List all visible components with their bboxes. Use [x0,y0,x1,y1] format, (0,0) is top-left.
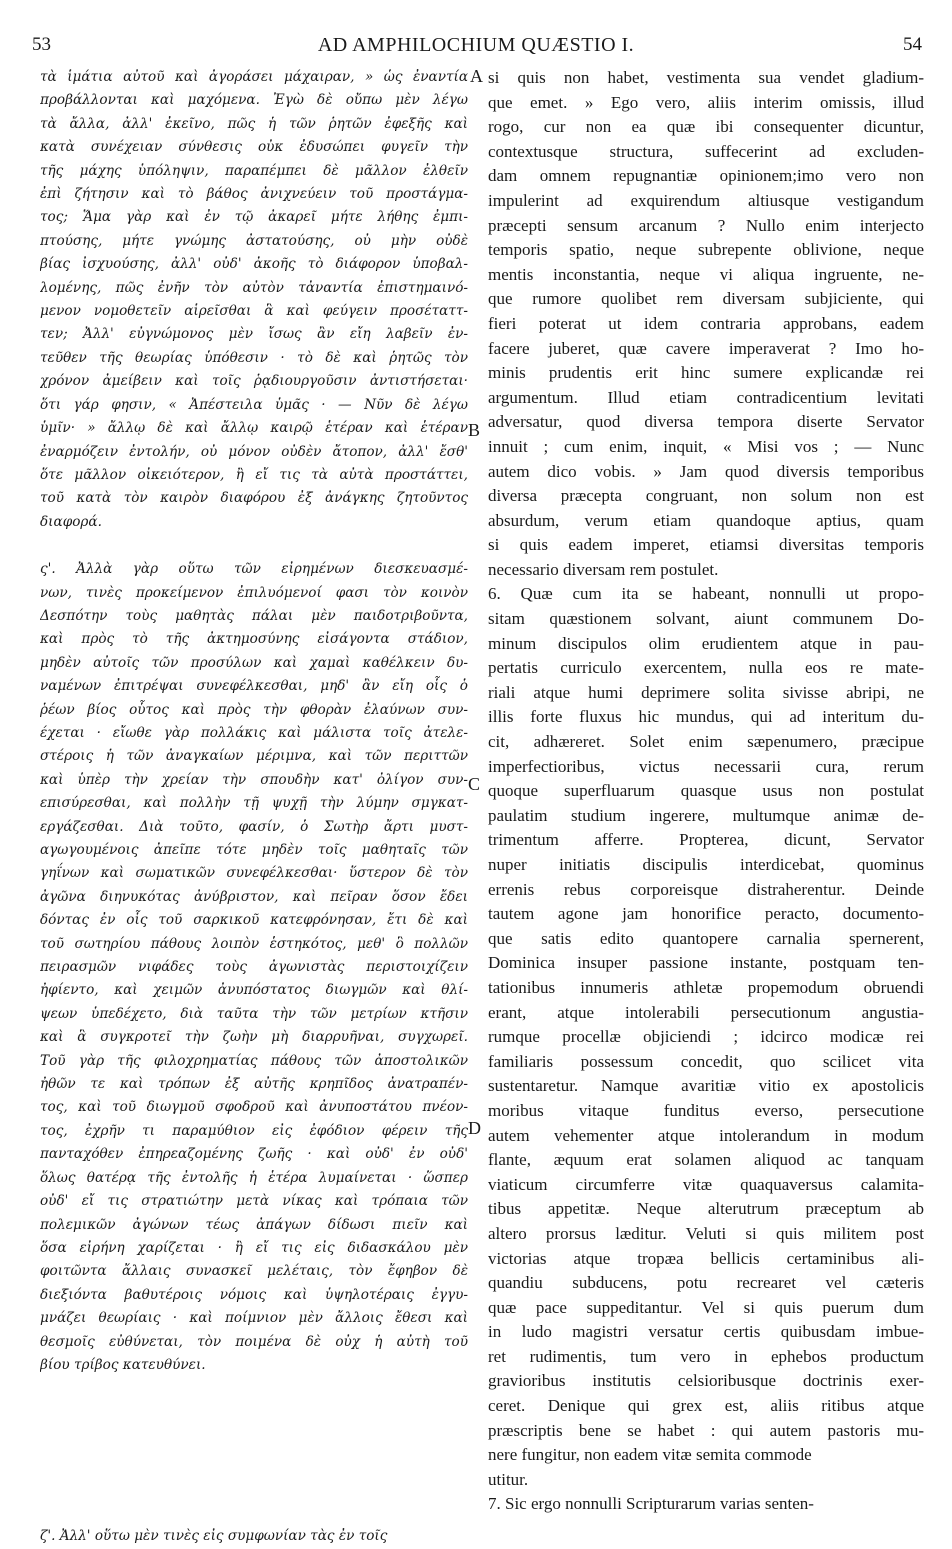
greek-text-line: ὅτι γάρ φησιν, « Ἀπέστειλα ὑμᾶς · — Νῦν δὲ λέγω [40,396,468,413]
greek-text-line: πτούσης, μήτε γνώμης ἀστατούσης, οὐ μὴν οὐδὲ [40,232,468,249]
latin-text-line: rogo, cur non ea quæ ibi consequenter dicuntur, [488,117,924,137]
greek-text-line: πειρασμῶν νιφάδες τοὺς ἀγωνιστὰς περιστοιχίζειν [40,959,468,976]
latin-text-line: si quis eadem imperet, etiamsi diversitas temporis [488,535,924,555]
greek-text-line: γηΐνων καὶ σωματικῶν συνεφέλκεσθαι· ὕστερον δὲ τὸν [40,865,468,882]
greek-text-line: ψεων ὑπεδέχετο, διὰ ταῦτα τὴν τῶν μετρίων κτῆσιν [40,1005,468,1022]
latin-text-line: necessario diversam rem postulet. [488,559,719,579]
latin-text-line: rumque procellæ objiciendi ; idcirco modicæ rei [488,1027,924,1047]
greek-text-line: ἐπὶ ζήτησιν καὶ τὸ βάθος ἀνιχνεύειν τοῦ προστάγμα- [40,186,468,203]
greek-text-line: διαφορά. [40,513,102,530]
latin-text-line: quandiu subducens, potu recrearet vel cæteris [488,1273,924,1293]
greek-text-line: καὶ πρὸς τὸ τῆς ἀκτημοσύνης εἰσάγοντα στάδιον, [40,631,468,648]
margin-letter-a: A [470,66,483,86]
latin-text-line: 6. Quæ cum ita se habeant, nonnulli ut propo- [488,584,924,604]
latin-text-line: adversatur, quod diversa tempora diserte Servator [488,412,924,432]
greek-text-line: θεσμοῖς εὐθύνεται, τὸν ποιμένα δὲ οὐχ ἡ αὐτὴ τοῦ [40,1333,468,1350]
latin-text-line: trimentum afferre. Propterea, dicunt, Servator [488,830,924,850]
greek-paragraph-1 [40,66,468,534]
greek-text-line: Τοῦ γὰρ τῆς φιλοχρηματίας πάθους τῶν ἀποστολικῶν [40,1052,468,1069]
greek-text-line: μνάζει θεωρίαις · καὶ ποίμνιον μὲν ἄλλοις ἔθεσι καὶ [40,1310,468,1327]
greek-text-line: ὅλως θατέρᾳ τῆς ἐντολῆς ἡ ἑτέρα λυμαίνεται · ὥσπερ [40,1169,468,1186]
greek-text-line: ς'. Ἀλλὰ γὰρ οὕτω τῶν εἰρημένων διεσκευασμέ- [40,561,468,578]
latin-text-line: si quis non habet, vestimenta sua vendet gladium- [488,68,924,87]
greek-text-line: στέροις ἡ τῶν ἀναγκαίων μέριμνα, καὶ τῶν περιττῶν [40,748,468,765]
greek-text-line: τος; Ἅμα γὰρ καὶ ἐν τῷ ἀκαρεῖ μήτε λήθης ἐμπι- [40,209,468,226]
latin-text-line: ceret. Denique qui grex est, aliis ritibus atque [488,1396,924,1416]
greek-text-line: αγωγουμένοις ἀπεῖπε τότε μηδὲν τοῖς μαθηταῖς τῶν [40,842,468,858]
latin-text-column [488,66,924,1517]
latin-text-line: 7. Sic ergo nonnulli Scripturarum varias senten- [488,1494,814,1514]
paragraph-gap [40,1377,468,1525]
latin-text-line: argumentum. Illud etiam contradicentium levitati [488,387,924,407]
latin-text-line: contextusque structura, suffecerint ad excluden- [488,141,924,161]
greek-text-line: ἠθῶν τε καὶ τρόπων ἐξ αὐτῆς κρηπῖδος ἀνατραπέν- [40,1076,468,1093]
latin-text-line: impulerint ad exquirendum altiusque vestigandum [488,190,924,210]
running-title: AD AMPHILOCHIUM QUÆSTIO I. [317,34,635,56]
greek-paragraph-6 [40,558,468,1377]
greek-text-line: τοῦ σωτηρίου πάθους λοιπὸν ἑστηκότος, μεθ' ὃ πολλῶν [40,935,468,952]
page-number-left: 53 [32,34,51,55]
latin-text-line: utitur. [488,1469,529,1489]
latin-text-line: dam omnem repugnantiæ opinionem;imo vero non [488,166,924,186]
greek-text-line: δόντας ἐν οἷς τοῦ σαρκικοῦ κατεφρόνησαν, ἔτι δὲ καὶ [40,912,468,929]
greek-text-line: καὶ ἃ συγκροτεῖ τὴν ζωὴν μὴ διαρρυῆναι, συγχωρεῖ. [40,1029,468,1046]
greek-text-line: ὅσα εἰρήνη χαρίζεται · ἢ εἴ τις εἰς διδασκάλου μὲν [40,1239,468,1256]
greek-text-line: ὅτε μᾶλλον οἰκειότερον, ἢ εἴ τις τὰ αὐτὰ προστάττει, [40,466,468,483]
greek-text-line: ὑμῖν· » ἄλλῳ δὲ καὶ ἄλλῳ καιρῷ ἑτέραν καὶ ἑτέραν [40,420,468,437]
greek-text-line: τεν; Ἀλλ' εὐγνώμονος μὲν ἴσως ἂν εἴη λαβεῖν ἐν- [40,326,468,343]
latin-text-line: que rumore quolibet rem diversam subjiciente, qui [488,289,924,309]
greek-text-line: τὰ ἄλλα, ἀλλ' ἐκεῖνο, πῶς ἡ τῶν ῥητῶν ἐφεξῆς καὶ [40,115,468,132]
latin-text-line: sustentaretur. Namque avaritiæ vitio ex apostolicis [488,1076,924,1096]
latin-text-line: quæ pace suppeditantur. Vel si quis puerum dum [488,1297,924,1317]
greek-text-line: ζ'. Ἀλλ' οὕτω μὲν τινὲς εἰς συμφωνίαν τὰς ἐν τοῖς [40,1528,388,1545]
latin-text-line: altero prorsus læditur. Veluti si quis militem post [488,1223,924,1243]
latin-text-line: temporis spatio, neque subrepente oblivione, neque [488,240,924,260]
latin-text-line: nere fungitur, non eadem vitæ semita commode [488,1445,812,1465]
latin-text-line: absurdum, verum etiam quandoque aptius, quam [488,510,924,530]
greek-text-line: τῆς μάχης ὑπόληψιν, παραπέμπει δὲ μᾶλλον ἐλθεῖν [40,162,468,179]
greek-text-line: πολεμικῶν ἀγώνων τέως ἀπάγων δίδωσι πιεῖν καὶ [40,1216,468,1233]
latin-text-line: tibus appetitæ. Neque alterutrum præceptum ab [488,1199,924,1219]
greek-text-line: διεξιόντα βαθυτέροις νόμοις καὶ ὑψηλοτέραις ἐγγυ- [40,1286,468,1303]
latin-text-line: tationibus innumeris athletæ propemodum obruendi [488,977,924,997]
greek-text-line: καὶ ὑπὲρ τὴν χρείαν τὴν σπουδὴν κατ' ὀλίγον συν- [40,771,468,788]
greek-text-line: οὐδ' εἴ τις στρατιώτην μετὰ νίκας καὶ τρόπαια τῶν [40,1193,468,1210]
latin-text-line: præcepti sensum arcanum ? Nullo enim interjecto [488,215,924,235]
latin-text-line: minum discipulos olim erudientem atque in pau- [488,633,924,653]
margin-letter-c: C [468,774,481,794]
greek-text-line: τος, καὶ τοῦ διωγμοῦ σφοδροῦ καὶ ἀνυποστάτου πνέον- [40,1099,468,1116]
greek-text-line: ῥέων βίος οὗτος καὶ πρὸς τὴν φθορὰν ἐλαύνων συν- [40,701,468,718]
latin-text-line: flante, æquum erat solamen aliquod ac tanquam [488,1150,924,1170]
margin-letter-b: B [468,420,481,440]
greek-text-line: προβάλλονται καὶ μαχόμενα. Ἐγὼ δὲ οὔπω μὲν λέγω [40,92,468,109]
greek-text-line: τοῦ κατὰ τὸν καιρὸν διαφόρου ἐξ ἀνάγκης ζητοῦντος [40,490,468,507]
greek-text-line: ἐναρμόζειν ἐντολήν, οὐ μόνον οὐδὲν ἄτοπον, ἀλλ' ἔσθ' [40,443,468,460]
latin-text-line: in ludo magistri versatur certis quibusdam imbue- [488,1322,924,1342]
latin-text-line: moribus vitaque funditus everso, persecutione [488,1100,924,1120]
greek-text-line: χρόνον ἀμείβειν καὶ τοῖς ῥᾳδιουργοῦσιν ἀντιστήσεται· [40,373,468,390]
latin-text-line: autem dico vobis. » Jam quod diversis temporibus [488,461,924,481]
greek-text-line: μενον νομοθετεῖν αἱρεῖσθαι ἃ καὶ φεύγειν προσέταττ- [40,303,468,320]
greek-text-line: Δεσπότην τοὺς μαθητὰς πάλαι μὲν παιδοτριβοῦντα, [40,607,468,624]
greek-text-line: πανταχόθεν ἐπηρεαζομένης ζωῆς · καὶ οὐδ' ἐν οὐδ' [40,1146,468,1163]
latin-text-line: Dominica insuper passione instante, postquam ten- [488,953,924,973]
latin-text-line: riali atque humi deprimere solita sivisse abripi, ne [488,682,924,702]
latin-text-line: que satis edito quantopere carnalia spernerent, [488,928,924,948]
latin-text-line: autem vehementer atque intolerandum in modum [488,1125,924,1145]
greek-paragraph-7 [40,1525,468,1548]
latin-text-line: erant, atque intolerabili persecutionum angustia- [488,1002,924,1022]
latin-text-line: victorias atque tropæa bellicis certaminibus ali- [488,1248,924,1268]
latin-text-line: præscriptis bene se habet : qui autem pastoris mu- [488,1420,924,1440]
greek-text-line: βίου τρίβος κατευθύνει. [40,1356,206,1373]
greek-text-line: μηδὲν αὐτοῖς τῶν προσύλων καὶ χαμαὶ καθέλκειν δυ- [40,654,468,671]
greek-text-line: έχεται · εἴωθε γὰρ πολλάκις καὶ μάλιστα τοῖς ἀτελε- [40,724,468,741]
latin-text-line: viaticum circumferre vitæ quaquaversus calamita- [488,1174,924,1194]
page-number-right: 54 [903,34,922,55]
latin-text-line: gravioribus institutis celsioribusque doctrinis exer- [488,1371,924,1391]
latin-text-line: minis prudentis erit hinc sumere explicandæ rei [488,363,924,383]
greek-text-line: τὰ ἱμάτια αὐτοῦ καὶ ἀγοράσει μάχαιραν, » ὡς ἐναντία [40,69,468,85]
greek-text-line: βίας ἰσχυούσης, ἀλλ' οὐδ' ἀκοῆς τὸ διάφορον ὑποβαλ- [40,256,468,273]
greek-text-column [40,66,468,1549]
latin-text-line: errenis rebus corporeisque distraherentur. Deinde [488,879,924,899]
latin-text-line: paulatim studium ingerere, multumque animæ de- [488,805,924,825]
latin-text-line: imperfectioribus, victus necessarii cura, rerum [488,756,924,776]
greek-text-line: κατὰ συνέχειαν σύνθεσις οὐκ ἐδυσώπει φυγεῖν τὴν [40,139,468,156]
greek-text-line: τεῦθεν τῆς θεωρίας ὑπόθεσιν · τὸ δὲ καὶ ῥητῶς τὸν [40,349,468,366]
greek-text-line: ἀγῶνα διηνυκότας ἀνύβριστον, καὶ πεῖραν ὅσον ἔδει [40,888,468,905]
greek-text-line: επισύρεσθαι, καὶ πολλὴν τῇ ψυχῇ τὴν λύμην σμγκατ- [40,795,468,812]
latin-text-line: mentis inconstantia, neque vi aliqua ingruente, ne- [488,264,924,284]
greek-text-line: φοιτῶντα ἄλλαις συνασκεῖ μελέταις, τὸν ἔφηβον δὲ [40,1263,468,1280]
paragraph-gap [40,534,468,558]
latin-text-line: ret rudimentis, tum vero in ephebos productum [488,1346,924,1366]
latin-text-line: cit, adhæreret. Solet enim sæpenumero, præcipue [488,732,924,752]
greek-text-line: ναμένων ἐπιτρέψαι συνεφέλκεσθαι, μηδ' ἂν εἴη οἷς ὁ [40,678,468,695]
latin-text-line: pertatis curriculo exercentem, nulla eos re mate- [488,658,924,678]
greek-text-line: νων, τινὲς προκείμενον ἐπιλυόμενοί φασι τὸν κοινὸν [40,584,468,601]
latin-text-line: tautem agone jam honorifice peracto, documento- [488,904,924,924]
latin-text-line: illis forte fluxus hic mundus, qui ad interitum du- [488,707,924,727]
greek-text-line: λομένης, πῶς ἐνῆν τὸν αὐτὸν τἀναντία ἐπιστημαινό- [40,279,468,296]
latin-text-line: familiaris possessum concedit, quo scilicet vita [488,1051,924,1071]
latin-text-line: facere juberet, quæ cavere imperaverat ? Imo ho- [488,338,924,358]
margin-letter-d: D [468,1118,481,1138]
latin-text-line: diversa præcepta congruant, non solum non est [488,486,924,506]
greek-text-line: ἠφίεντο, καὶ χειμῶν ἀνυπόστατος διωγμῶν καὶ θλί- [40,982,468,999]
latin-text-line: que emet. » Ego vero, aliis interim omissis, illud [488,92,924,112]
latin-text-line: fieri poterat ut idem contraria approbans, eadem [488,313,924,333]
latin-text-line: innuit ; cum enim, inquit, « Misi vos ; — Nunc [488,436,924,456]
latin-text-line: nuper initiatis discipulis interdicebat, quominus [488,855,924,874]
latin-text-line: sitam quæstionem solvant, aiunt communem Do- [488,609,924,629]
greek-text-line: εργάζεσθαι. Διὰ τοῦτο, φασίν, ὁ Σωτὴρ ἄρτι μυστ- [40,818,468,835]
page-header [30,34,922,60]
latin-text-line: quoque superfluarum quasque usus non postulat [488,781,924,801]
greek-text-line: τος, ἐχρῆν τι παραμύθιον εἰς ἐφόδιον φέρειν τῆς [40,1122,468,1139]
